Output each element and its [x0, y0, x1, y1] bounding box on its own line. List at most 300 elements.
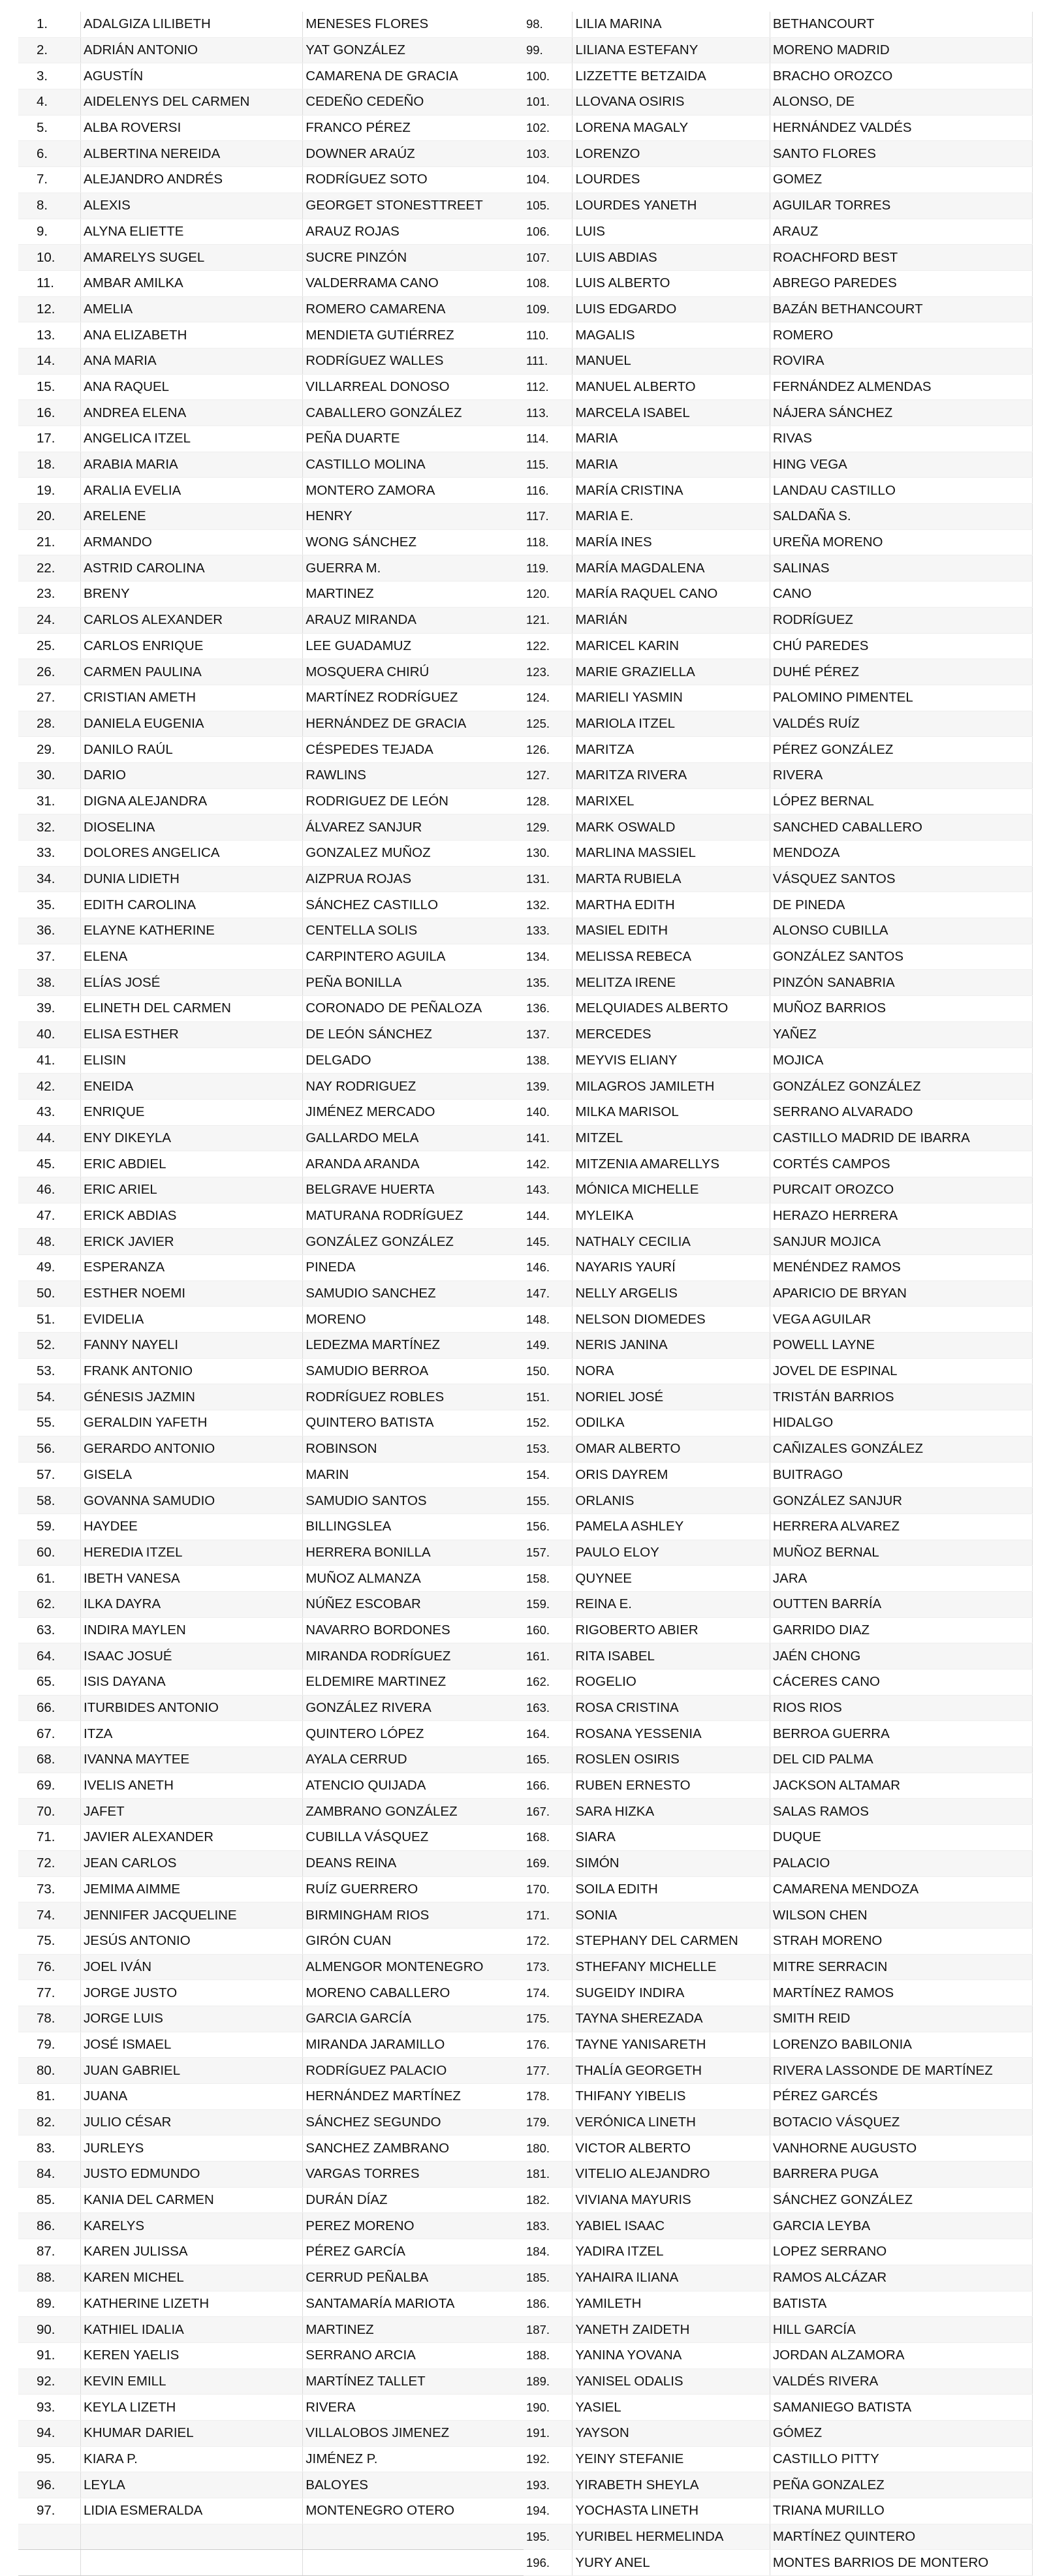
row-number: 148. — [524, 1307, 573, 1333]
row-number: 62. — [18, 1591, 81, 1617]
list-row — [524, 815, 1033, 841]
last-name: PÉREZ GARCÍA — [303, 2239, 527, 2265]
last-name: ÁLVAREZ SANJUR — [303, 815, 527, 841]
first-name: MARÍA CRISTINA — [573, 478, 770, 504]
last-name: CUBILLA VÁSQUEZ — [303, 1825, 527, 1851]
list-row — [524, 1151, 1033, 1177]
last-name: GARRIDO DIAZ — [770, 1617, 1032, 1643]
list-row — [18, 296, 527, 322]
last-name: DE LEÓN SÁNCHEZ — [303, 1021, 527, 1047]
first-name: MARITZA RIVERA — [573, 762, 770, 788]
first-name: VITELIO ALEJANDRO — [573, 2162, 770, 2188]
last-name: MORENO CABALLERO — [303, 1980, 527, 2006]
first-name: MASIEL EDITH — [573, 918, 770, 944]
last-name: VÁSQUEZ SANTOS — [770, 866, 1032, 892]
row-number: 136. — [524, 996, 573, 1022]
first-name: MARÍA INES — [573, 529, 770, 555]
first-name: ERICK JAVIER — [81, 1229, 303, 1255]
list-row — [524, 1125, 1033, 1151]
first-name: ITZA — [81, 1721, 303, 1747]
last-name: LANDAU CASTILLO — [770, 478, 1032, 504]
row-number: 70. — [18, 1799, 81, 1825]
first-name: NERIS JANINA — [573, 1333, 770, 1359]
row-number: 162. — [524, 1669, 573, 1696]
row-number: 76. — [18, 1954, 81, 1980]
row-number: 163. — [524, 1695, 573, 1721]
row-number: 134. — [524, 944, 573, 970]
row-number: 129. — [524, 815, 573, 841]
list-row — [18, 1099, 527, 1125]
first-name: LIZZETTE BETZAIDA — [573, 63, 770, 89]
last-name: CAMARENA MENDOZA — [770, 1876, 1032, 1902]
row-number: 19. — [18, 478, 81, 504]
list-row — [18, 1229, 527, 1255]
first-name: LUIS ALBERTO — [573, 270, 770, 296]
first-name: ALEJANDRO ANDRÉS — [81, 167, 303, 193]
last-name: GONZÁLEZ SANJUR — [770, 1488, 1032, 1514]
row-number: 154. — [524, 1462, 573, 1488]
list-row — [524, 426, 1033, 452]
list-row — [18, 2239, 527, 2265]
list-row — [524, 841, 1033, 867]
last-name: RODRÍGUEZ SOTO — [303, 167, 527, 193]
first-name: CARLOS ENRIQUE — [81, 633, 303, 659]
row-number: 77. — [18, 1980, 81, 2006]
last-name: HERRERA BONILLA — [303, 1540, 527, 1566]
row-number: 21. — [18, 529, 81, 555]
last-name: SANTAMARÍA MARIOTA — [303, 2291, 527, 2317]
row-number: 115. — [524, 452, 573, 478]
row-number: 26. — [18, 659, 81, 685]
list-row — [18, 841, 527, 867]
list-row — [524, 1229, 1033, 1255]
first-name: ORIS DAYREM — [573, 1462, 770, 1488]
first-name: MERCEDES — [573, 1021, 770, 1047]
first-name: CARLOS ALEXANDER — [81, 607, 303, 633]
row-number: 112. — [524, 374, 573, 400]
last-name: HERNÁNDEZ MARTÍNEZ — [303, 2084, 527, 2110]
first-name: PAULO ELOY — [573, 1540, 770, 1566]
row-number: 99. — [524, 37, 573, 63]
list-row — [524, 2317, 1033, 2343]
first-name: AMBAR AMILKA — [81, 270, 303, 296]
list-row — [18, 1902, 527, 1929]
last-name: RODRÍGUEZ ROBLES — [303, 1384, 527, 1410]
list-row — [524, 478, 1033, 504]
last-name: ROBINSON — [303, 1436, 527, 1462]
list-row — [18, 193, 527, 219]
first-name: FRANK ANTONIO — [81, 1358, 303, 1384]
list-row — [524, 918, 1033, 944]
last-name: MONTERO ZAMORA — [303, 478, 527, 504]
list-row — [18, 115, 527, 141]
last-name: OUTTEN BARRÍA — [770, 1591, 1032, 1617]
row-number: 41. — [18, 1047, 81, 1074]
first-name: AGUSTÍN — [81, 63, 303, 89]
last-name: DELGADO — [303, 1047, 527, 1074]
row-number: 176. — [524, 2032, 573, 2058]
row-number: 107. — [524, 245, 573, 271]
row-number: 12. — [18, 296, 81, 322]
last-name: SAMUDIO BERROA — [303, 1358, 527, 1384]
list-row — [18, 1177, 527, 1203]
last-name: NAVARRO BORDONES — [303, 1617, 527, 1643]
last-name: SÁNCHEZ SEGUNDO — [303, 2109, 527, 2135]
last-name: NÁJERA SÁNCHEZ — [770, 400, 1032, 426]
first-name: MAGALIS — [573, 322, 770, 349]
row-number: 48. — [18, 1229, 81, 1255]
first-name: ENY DIKEYLA — [81, 1125, 303, 1151]
list-row — [524, 219, 1033, 245]
first-name: GISELA — [81, 1462, 303, 1488]
last-name: QUINTERO BATISTA — [303, 1410, 527, 1436]
last-name: CÉSPEDES TEJADA — [303, 737, 527, 763]
first-name: MITZEL — [573, 1125, 770, 1151]
list-row — [18, 582, 527, 608]
first-name: YANETH ZAIDETH — [573, 2317, 770, 2343]
last-name: ROMERO — [770, 322, 1032, 349]
first-name: YANINA YOVANA — [573, 2342, 770, 2368]
list-row — [18, 1203, 527, 1229]
row-number: 128. — [524, 788, 573, 815]
first-name: OMAR ALBERTO — [573, 1436, 770, 1462]
list-row — [18, 1307, 527, 1333]
row-number: 61. — [18, 1566, 81, 1592]
list-row — [18, 788, 527, 815]
list-row — [524, 685, 1033, 711]
first-name: JENNIFER JACQUELINE — [81, 1902, 303, 1929]
last-name: FERNÁNDEZ ALMENDAS — [770, 374, 1032, 400]
last-name: CASTILLO MADRID DE IBARRA — [770, 1125, 1032, 1151]
last-name: SALAS RAMOS — [770, 1799, 1032, 1825]
list-row — [18, 1358, 527, 1384]
list-row — [524, 141, 1033, 167]
first-name: ORLANIS — [573, 1488, 770, 1514]
first-name: LUIS ABDIAS — [573, 245, 770, 271]
first-name: ISAAC JOSUÉ — [81, 1643, 303, 1669]
row-number: 18. — [18, 452, 81, 478]
last-name: MUÑOZ BARRIOS — [770, 996, 1032, 1022]
first-name: NELSON DIOMEDES — [573, 1307, 770, 1333]
row-number: 69. — [18, 1773, 81, 1799]
list-row — [524, 1721, 1033, 1747]
row-number: 177. — [524, 2058, 573, 2084]
row-number: 144. — [524, 1203, 573, 1229]
first-name: ELISIN — [81, 1047, 303, 1074]
row-number: 54. — [18, 1384, 81, 1410]
row-number: 28. — [18, 711, 81, 737]
first-name: IVELIS ANETH — [81, 1773, 303, 1799]
row-number: 66. — [18, 1695, 81, 1721]
last-name: BOTACIO VÁSQUEZ — [770, 2109, 1032, 2135]
last-name: PEÑA BONILLA — [303, 970, 527, 996]
row-number: 192. — [524, 2446, 573, 2472]
last-name: PURCAIT OROZCO — [770, 1177, 1032, 1203]
first-name: GERALDIN YAFETH — [81, 1410, 303, 1436]
list-row — [18, 245, 527, 271]
first-name: GÉNESIS JAZMIN — [81, 1384, 303, 1410]
row-number: 175. — [524, 2006, 573, 2032]
last-name: ARAUZ MIRANDA — [303, 607, 527, 633]
list-row — [524, 322, 1033, 349]
first-name: VERÓNICA LINETH — [573, 2109, 770, 2135]
list-row — [18, 1773, 527, 1799]
row-number: 182. — [524, 2187, 573, 2213]
row-number: 164. — [524, 1721, 573, 1747]
first-name: MARTHA EDITH — [573, 892, 770, 918]
first-name: ASTRID CAROLINA — [81, 555, 303, 582]
list-row — [18, 1280, 527, 1307]
first-name: YURY ANEL — [573, 2550, 770, 2576]
first-name: VIVIANA MAYURIS — [573, 2187, 770, 2213]
last-name: APARICIO DE BRYAN — [770, 1280, 1032, 1307]
last-name: BALOYES — [303, 2472, 527, 2498]
first-name: JEAN CARLOS — [81, 1850, 303, 1876]
first-name: ELISA ESTHER — [81, 1021, 303, 1047]
first-name: JAVIER ALEXANDER — [81, 1825, 303, 1851]
row-number: 43. — [18, 1099, 81, 1125]
list-row — [524, 400, 1033, 426]
list-row — [18, 1151, 527, 1177]
first-name: LILIANA ESTEFANY — [573, 37, 770, 63]
first-name: MARÍA RAQUEL CANO — [573, 582, 770, 608]
list-row — [524, 1747, 1033, 1773]
first-name: STEPHANY DEL CARMEN — [573, 1928, 770, 1954]
last-name: JACKSON ALTAMAR — [770, 1773, 1032, 1799]
list-row — [524, 1695, 1033, 1721]
first-name: JOEL IVÁN — [81, 1954, 303, 1980]
list-row — [524, 1410, 1033, 1436]
first-name: JUAN GABRIEL — [81, 2058, 303, 2084]
row-number: 58. — [18, 1488, 81, 1514]
last-name: RIVERA — [770, 762, 1032, 788]
list-row — [18, 1617, 527, 1643]
last-name: SALINAS — [770, 555, 1032, 582]
row-number: 23. — [18, 582, 81, 608]
first-name — [81, 2550, 303, 2576]
first-name: KEYLA LIZETH — [81, 2395, 303, 2421]
first-name: ELÍAS JOSÉ — [81, 970, 303, 996]
row-number: 35. — [18, 892, 81, 918]
last-name: RUÍZ GUERRERO — [303, 1876, 527, 1902]
row-number: 124. — [524, 685, 573, 711]
last-name: JIMÉNEZ MERCADO — [303, 1099, 527, 1125]
first-name: VICTOR ALBERTO — [573, 2135, 770, 2162]
list-row — [18, 1669, 527, 1696]
list-row — [524, 1773, 1033, 1799]
list-row — [524, 1980, 1033, 2006]
row-number: 125. — [524, 711, 573, 737]
first-name: LILIA MARINA — [573, 12, 770, 37]
row-number: 81. — [18, 2084, 81, 2110]
row-number: 165. — [524, 1747, 573, 1773]
last-name: MORENO MADRID — [770, 37, 1032, 63]
first-name: JESÚS ANTONIO — [81, 1928, 303, 1954]
last-name: CHÚ PAREDES — [770, 633, 1032, 659]
list-row — [18, 2420, 527, 2446]
first-name: RITA ISABEL — [573, 1643, 770, 1669]
row-number: 152. — [524, 1410, 573, 1436]
row-number: 25. — [18, 633, 81, 659]
row-number: 49. — [18, 1255, 81, 1281]
last-name: DEANS REINA — [303, 1850, 527, 1876]
first-name: ROGELIO — [573, 1669, 770, 1696]
last-name: DUQUE — [770, 1825, 1032, 1851]
list-row — [524, 1074, 1033, 1100]
first-name: LLOVANA OSIRIS — [573, 89, 770, 116]
first-name: ARALIA EVELIA — [81, 478, 303, 504]
last-name: GARCIA GARCÍA — [303, 2006, 527, 2032]
list-row — [524, 2187, 1033, 2213]
row-number: 161. — [524, 1643, 573, 1669]
first-name: JURLEYS — [81, 2135, 303, 2162]
row-number: 37. — [18, 944, 81, 970]
first-name: YADIRA ITZEL — [573, 2239, 770, 2265]
last-name: SUCRE PINZÓN — [303, 245, 527, 271]
list-row — [524, 892, 1033, 918]
row-number: 64. — [18, 1643, 81, 1669]
row-number: 119. — [524, 555, 573, 582]
first-name: IVANNA MAYTEE — [81, 1747, 303, 1773]
last-name: STRAH MORENO — [770, 1928, 1032, 1954]
last-name: MIRANDA JARAMILLO — [303, 2032, 527, 2058]
list-row — [18, 2472, 527, 2498]
row-number: 133. — [524, 918, 573, 944]
row-number: 73. — [18, 1876, 81, 1902]
last-name: MITRE SERRACIN — [770, 1954, 1032, 1980]
last-name: BILLINGSLEA — [303, 1513, 527, 1540]
row-number: 13. — [18, 322, 81, 349]
row-number: 47. — [18, 1203, 81, 1229]
first-name: QUYNEE — [573, 1566, 770, 1592]
last-name: CARPINTERO AGUILA — [303, 944, 527, 970]
row-number: 168. — [524, 1825, 573, 1851]
list-row — [524, 1566, 1033, 1592]
row-number: 84. — [18, 2162, 81, 2188]
last-name: WONG SÁNCHEZ — [303, 529, 527, 555]
first-name: RIGOBERTO ABIER — [573, 1617, 770, 1643]
last-name: PINEDA — [303, 1255, 527, 1281]
first-name: ROSLEN OSIRIS — [573, 1747, 770, 1773]
row-number: 6. — [18, 141, 81, 167]
last-name: ALONSO CUBILLA — [770, 918, 1032, 944]
row-number: 179. — [524, 2109, 573, 2135]
first-name: HAYDEE — [81, 1513, 303, 1540]
first-name: ERIC ABDIEL — [81, 1151, 303, 1177]
row-number: 60. — [18, 1540, 81, 1566]
first-name: ANGELICA ITZEL — [81, 426, 303, 452]
list-row — [18, 1643, 527, 1669]
first-name: ANA ELIZABETH — [81, 322, 303, 349]
list-row — [524, 970, 1033, 996]
list-row — [18, 1488, 527, 1514]
list-row — [18, 322, 527, 349]
first-name: JUANA — [81, 2084, 303, 2110]
last-name: SANJUR MOJICA — [770, 1229, 1032, 1255]
list-row — [18, 504, 527, 530]
first-name: JAFET — [81, 1799, 303, 1825]
list-row — [18, 555, 527, 582]
list-row — [524, 2109, 1033, 2135]
list-row — [18, 141, 527, 167]
list-row — [524, 866, 1033, 892]
last-name: HERAZO HERRERA — [770, 1203, 1032, 1229]
last-name: BRACHO OROZCO — [770, 63, 1032, 89]
row-number: 97. — [18, 2498, 81, 2524]
last-name: MENDIETA GUTIÉRREZ — [303, 322, 527, 349]
first-name: MARIELI YASMIN — [573, 685, 770, 711]
first-name: LORENA MAGALY — [573, 115, 770, 141]
list-row — [18, 1799, 527, 1825]
row-number: 50. — [18, 1280, 81, 1307]
row-number: 59. — [18, 1513, 81, 1540]
row-number: 71. — [18, 1825, 81, 1851]
row-number: 190. — [524, 2395, 573, 2421]
last-name: LEE GUADAMUZ — [303, 633, 527, 659]
list-row — [524, 2524, 1033, 2550]
list-row — [18, 996, 527, 1022]
first-name: MEYVIS ELIANY — [573, 1047, 770, 1074]
list-row — [18, 2084, 527, 2110]
last-name: MENDOZA — [770, 841, 1032, 867]
list-row — [524, 296, 1033, 322]
last-name: PEÑA DUARTE — [303, 426, 527, 452]
row-number: 94. — [18, 2420, 81, 2446]
list-row — [524, 1850, 1033, 1876]
last-name: LORENZO BABILONIA — [770, 2032, 1032, 2058]
list-row — [524, 2342, 1033, 2368]
row-number: 166. — [524, 1773, 573, 1799]
row-number: 172. — [524, 1928, 573, 1954]
list-row — [18, 1255, 527, 1281]
row-number: 5. — [18, 115, 81, 141]
row-number: 96. — [18, 2472, 81, 2498]
list-row — [18, 2446, 527, 2472]
first-name: YABIEL ISAAC — [573, 2213, 770, 2239]
last-name: GIRÓN CUAN — [303, 1928, 527, 1954]
list-row — [524, 348, 1033, 374]
row-number: 78. — [18, 2006, 81, 2032]
first-name: THALÍA GEORGETH — [573, 2058, 770, 2084]
list-row — [18, 892, 527, 918]
list-row — [524, 1643, 1033, 1669]
list-row — [18, 2109, 527, 2135]
row-number: 116. — [524, 478, 573, 504]
last-name: MIRANDA RODRÍGUEZ — [303, 1643, 527, 1669]
last-name: GUERRA M. — [303, 555, 527, 582]
row-number: 15. — [18, 374, 81, 400]
first-name: KARELYS — [81, 2213, 303, 2239]
row-number: 196. — [524, 2550, 573, 2576]
last-name: SERRANO ALVARADO — [770, 1099, 1032, 1125]
list-row — [18, 685, 527, 711]
list-row — [524, 2446, 1033, 2472]
first-name: ILKA DAYRA — [81, 1591, 303, 1617]
row-number: 52. — [18, 1333, 81, 1359]
list-row — [524, 2291, 1033, 2317]
row-number: 102. — [524, 115, 573, 141]
last-name: SÁNCHEZ GONZÁLEZ — [770, 2187, 1032, 2213]
first-name: YAYSON — [573, 2420, 770, 2446]
list-row — [18, 1825, 527, 1851]
list-row — [524, 2213, 1033, 2239]
row-number: 65. — [18, 1669, 81, 1696]
row-number: 194. — [524, 2498, 573, 2524]
row-number: 29. — [18, 737, 81, 763]
list-row — [524, 1902, 1033, 1929]
last-name — [303, 2550, 527, 2576]
row-number: 93. — [18, 2395, 81, 2421]
